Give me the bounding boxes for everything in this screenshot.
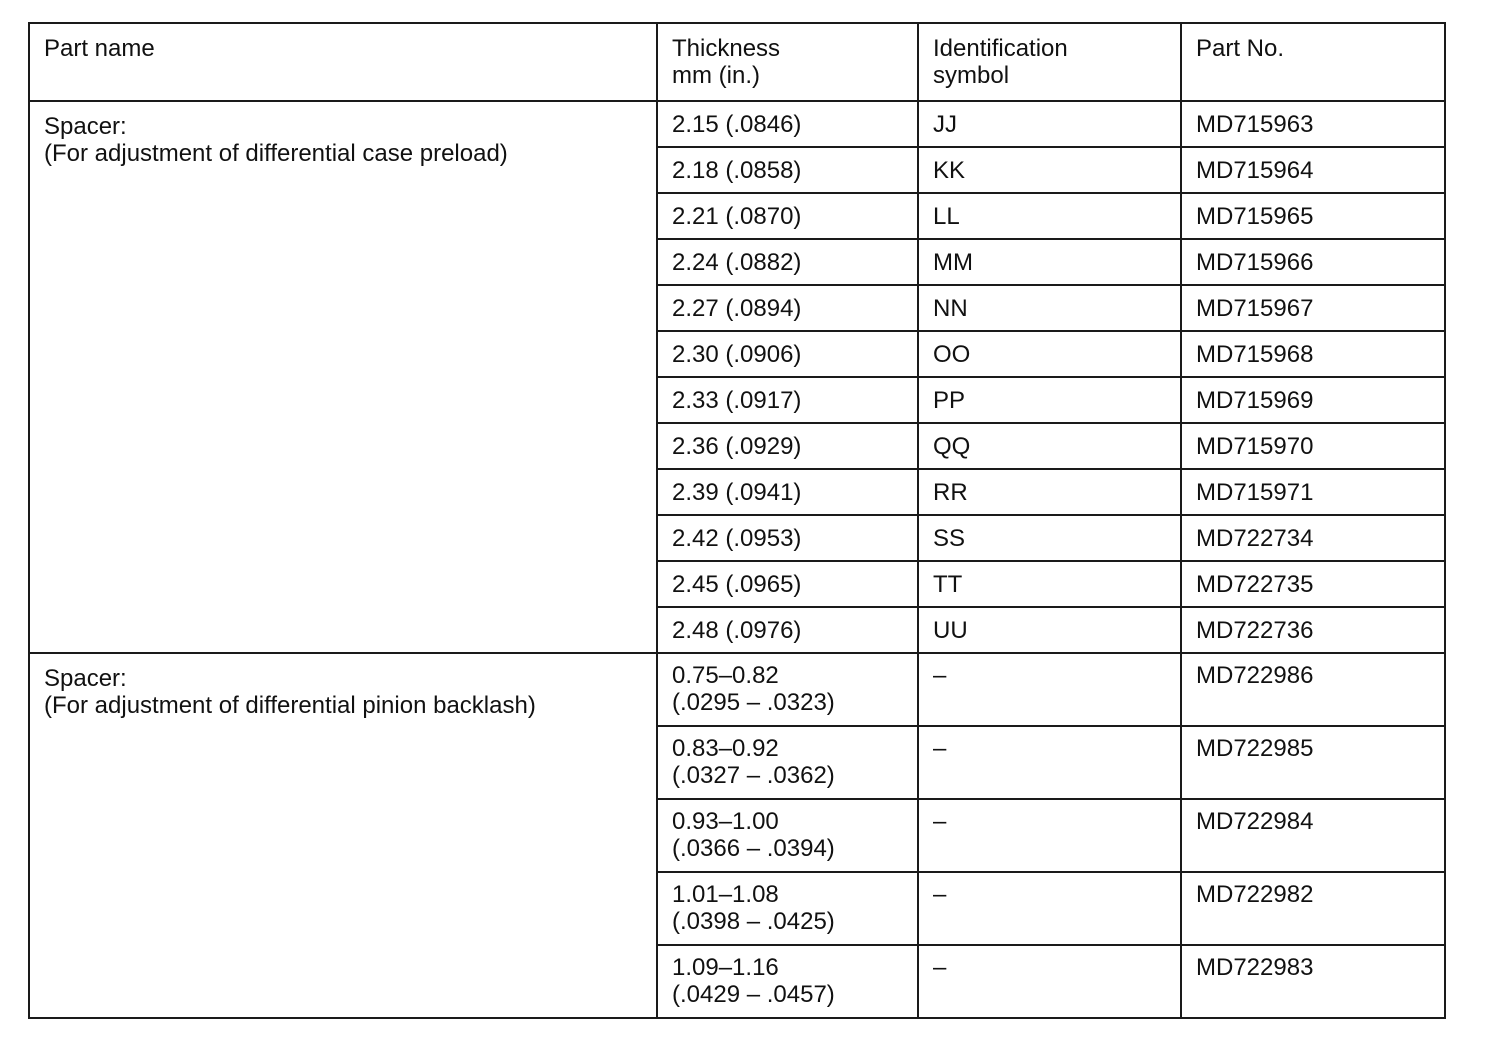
header-row — [29, 23, 1445, 101]
part-no-cell: MD715970 — [1181, 423, 1445, 469]
thickness-cell: 2.18 (.0858) — [657, 147, 918, 193]
part-no-cell: MD722982 — [1181, 872, 1445, 945]
thickness-cell: 2.24 (.0882) — [657, 239, 918, 285]
thickness-in: (.0327 – .0362) — [672, 762, 835, 789]
thickness-cell: 2.45 (.0965) — [657, 561, 918, 607]
thickness-mm: 0.83–0.92 — [672, 735, 779, 762]
spacer-parts-table — [28, 22, 1446, 1019]
part-no-cell: MD715964 — [1181, 147, 1445, 193]
thickness-cell: 2.48 (.0976) — [657, 607, 918, 653]
part-name-line2: (For adjustment of differential pinion backlash) — [44, 692, 536, 719]
part-no-cell: MD715966 — [1181, 239, 1445, 285]
thickness-cell — [657, 799, 918, 872]
header-part-no-label: Part No. — [1196, 35, 1285, 62]
thickness-in: (.0398 – .0425) — [672, 908, 835, 935]
part-no-cell: MD722736 — [1181, 607, 1445, 653]
header-ident-line1: Identification — [933, 35, 1068, 62]
symbol-cell: OO — [918, 331, 1181, 377]
thickness-mm: 0.93–1.00 — [672, 808, 779, 835]
part-name-line1: Spacer: — [44, 665, 127, 692]
thickness-cell: 2.39 (.0941) — [657, 469, 918, 515]
symbol-cell: TT — [918, 561, 1181, 607]
symbol-cell: QQ — [918, 423, 1181, 469]
thickness-cell: 2.27 (.0894) — [657, 285, 918, 331]
part-no-cell: MD715963 — [1181, 101, 1445, 147]
header-part-name-label: Part name — [44, 35, 155, 62]
header-thickness-line2: mm (in.) — [672, 62, 760, 89]
thickness-mm: 0.75–0.82 — [672, 662, 779, 689]
symbol-cell: PP — [918, 377, 1181, 423]
thickness-cell: 2.15 (.0846) — [657, 101, 918, 147]
symbol-cell: JJ — [918, 101, 1181, 147]
symbol-cell: – — [918, 653, 1181, 726]
part-no-cell: MD715967 — [1181, 285, 1445, 331]
thickness-in: (.0366 – .0394) — [672, 835, 835, 862]
symbol-cell: – — [918, 872, 1181, 945]
symbol-cell: RR — [918, 469, 1181, 515]
header-thickness-line1: Thickness — [672, 35, 781, 62]
thickness-cell: 2.36 (.0929) — [657, 423, 918, 469]
part-no-cell: MD715965 — [1181, 193, 1445, 239]
header-ident-line2: symbol — [933, 62, 1010, 89]
symbol-cell: – — [918, 726, 1181, 799]
symbol-cell: MM — [918, 239, 1181, 285]
thickness-in: (.0295 – .0323) — [672, 689, 835, 716]
table-row — [29, 101, 1445, 147]
part-name-cell-pinion-backlash — [29, 653, 657, 1018]
header-thickness — [657, 23, 918, 101]
part-name-cell-case-preload — [29, 101, 657, 653]
symbol-cell: – — [918, 799, 1181, 872]
part-no-cell: MD722984 — [1181, 799, 1445, 872]
thickness-cell: 2.30 (.0906) — [657, 331, 918, 377]
header-part-name — [29, 23, 657, 101]
header-part-no — [1181, 23, 1445, 101]
thickness-cell: 2.42 (.0953) — [657, 515, 918, 561]
part-no-cell: MD722735 — [1181, 561, 1445, 607]
symbol-cell: LL — [918, 193, 1181, 239]
symbol-cell: UU — [918, 607, 1181, 653]
table-header — [29, 23, 1445, 101]
symbol-cell: SS — [918, 515, 1181, 561]
thickness-cell — [657, 945, 918, 1018]
part-no-cell: MD722985 — [1181, 726, 1445, 799]
part-name-line2: (For adjustment of differential case preload) — [44, 140, 508, 167]
part-no-cell: MD715971 — [1181, 469, 1445, 515]
thickness-cell — [657, 653, 918, 726]
part-no-cell: MD722734 — [1181, 515, 1445, 561]
thickness-cell: 2.21 (.0870) — [657, 193, 918, 239]
thickness-mm: 1.01–1.08 — [672, 881, 779, 908]
symbol-cell: KK — [918, 147, 1181, 193]
symbol-cell: – — [918, 945, 1181, 1018]
part-no-cell: MD722983 — [1181, 945, 1445, 1018]
table-body — [29, 101, 1445, 1018]
thickness-mm: 1.09–1.16 — [672, 954, 779, 981]
part-no-cell: MD722986 — [1181, 653, 1445, 726]
header-identification-symbol — [918, 23, 1181, 101]
part-no-cell: MD715969 — [1181, 377, 1445, 423]
symbol-cell: NN — [918, 285, 1181, 331]
thickness-cell: 2.33 (.0917) — [657, 377, 918, 423]
part-name-line1: Spacer: — [44, 113, 127, 140]
table-row — [29, 653, 1445, 726]
part-no-cell: MD715968 — [1181, 331, 1445, 377]
thickness-cell — [657, 726, 918, 799]
thickness-in: (.0429 – .0457) — [672, 981, 835, 1008]
thickness-cell — [657, 872, 918, 945]
